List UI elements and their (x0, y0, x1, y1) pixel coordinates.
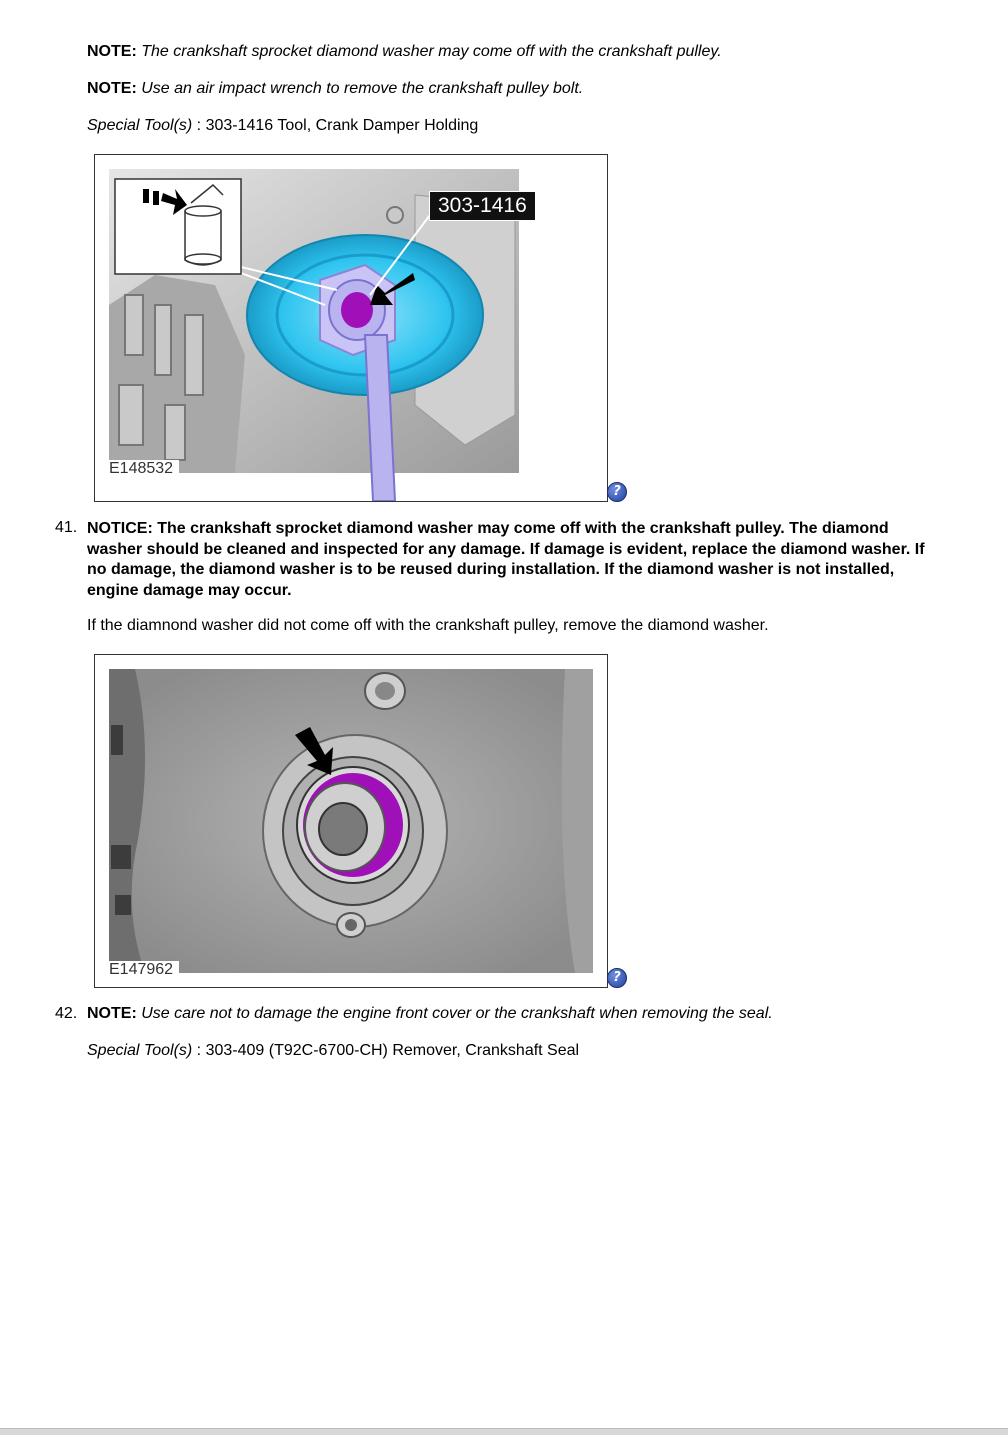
step-instruction: If the diamnond washer did not come off with the crankshaft pulley, remove the diamond washer. (87, 617, 769, 634)
figure-e148532 (94, 154, 608, 502)
step-note (87, 1005, 773, 1023)
notice-block (87, 519, 967, 601)
front-cover-illustration (95, 655, 607, 987)
notice-line: engine damage may occur. (87, 581, 292, 599)
note-line-1 (87, 43, 722, 61)
special-tool-text: : 303-409 (T92C-6700-CH) Remover, Crankshaft Seal (192, 1042, 580, 1059)
note-text: The crankshaft sprocket diamond washer may come off with the crankshaft pulley. (136, 43, 722, 60)
notice-line: washer should be cleaned and inspected for any damage. If damage is evident, replace the diamond washer. If (87, 540, 925, 558)
tool-callout-label: 303-1416 (429, 191, 536, 221)
note-text: Use an air impact wrench to remove the crankshaft pulley bolt. (136, 80, 584, 97)
figure-id: E147962 (109, 961, 179, 979)
help-icon[interactable]: ? (607, 482, 627, 502)
notice-line: no damage, the diamond washer is to be reused during installation. If the diamond washer is not installed, (87, 561, 895, 578)
help-icon[interactable]: ? (607, 968, 627, 988)
step-number: 42. (55, 1005, 78, 1022)
figure-id: E148532 (109, 460, 179, 478)
special-tool-label: Special Tool(s) (87, 1042, 193, 1059)
special-tool-text: : 303-1416 Tool, Crank Damper Holding (192, 117, 479, 134)
figure-e147962 (94, 654, 608, 988)
special-tool-line-2 (87, 1042, 579, 1060)
note-label: NOTE: (87, 1005, 137, 1022)
special-tool-line-1 (87, 117, 478, 135)
special-tool-label: Special Tool(s) (87, 117, 193, 134)
step-number: 41. (55, 519, 78, 536)
note-line-2 (87, 80, 583, 98)
notice-line: NOTICE: The crankshaft sprocket diamond washer may come off with the crankshaft pulley. The diamond (87, 520, 889, 537)
note-label: NOTE: (87, 43, 137, 60)
note-label: NOTE: (87, 80, 137, 97)
note-text: Use care not to damage the engine front cover or the crankshaft when removing the seal. (136, 1005, 773, 1022)
